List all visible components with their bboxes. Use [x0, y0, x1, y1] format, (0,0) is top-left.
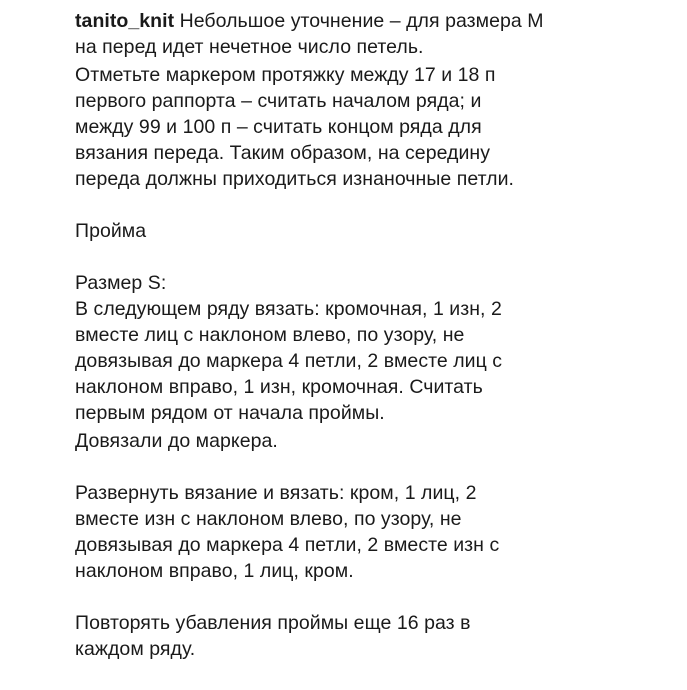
- knit-to-marker-line: Довязали до маркера.: [75, 430, 278, 452]
- marker-instructions-paragraph: Отметьте маркером протяжку между 17 и 18 п первого раппорта – считать началом ряда; и между 99 и 100 п – считать концом ряда для вязания переда. Таким образом, на середину переда должны приходиться изнаночные петли.: [75, 64, 514, 190]
- turn-work-paragraph: Развернуть вязание и вязать: кром, 1 лиц, 2 вместе изн с наклоном влево, по узору, не довязывая до маркера 4 петли, 2 вместе изн с наклоном вправо, 1 лиц, кром.: [75, 482, 500, 582]
- intro-text: Небольшое уточнение – для размера М на перед идет нечетное число петель.: [75, 10, 544, 58]
- size-s-instructions-paragraph: Размер S: В следующем ряду вязать: кромочная, 1 изн, 2 вместе лиц с наклоном влево, по узору, не довязывая до маркера 4 петли, 2 вместе лиц с наклоном вправо, 1 изн, кромочная. Считать первым рядом от начала проймы.: [75, 272, 503, 424]
- armhole-heading: Пройма: [75, 220, 147, 242]
- repeat-decreases-paragraph: Повторять убавления проймы еще 16 раз в каждом ряду.: [75, 612, 471, 660]
- username-link[interactable]: tanito_knit: [75, 10, 175, 32]
- post-caption: [75, 8, 675, 662]
- caption-intro: [75, 8, 675, 60]
